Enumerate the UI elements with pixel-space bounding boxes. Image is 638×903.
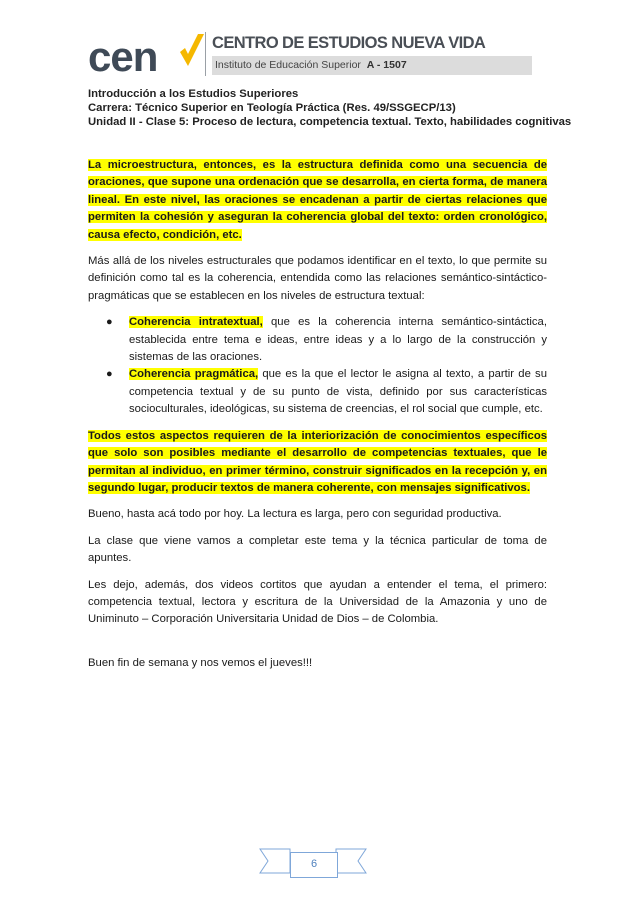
list-item-term: Coherencia intratextual,	[129, 316, 263, 329]
list-item-text: que es la que el lector le asigna al texto, a partir de su competencia textual y de su punto de vista, definido por sus características socioculturales, ideológicas, su sistema de creencias, el rol social que cumple, etc.	[129, 368, 547, 416]
paragraph-proxima-clase: La clase que viene vamos a completar este tema y la técnica particular de toma de apuntes.	[88, 534, 547, 565]
paragraph-videos: Les dejo, además, dos videos cortitos que ayudan a entender el tema, el primero: competencia textual, lectora y escritura de la Universidad de la Amazonia y uno de Uniminuto – Corporación Universitaria Unidad de Dios – de Colombia.	[88, 578, 547, 626]
header-course: Introducción a los Estudios Superiores	[88, 88, 299, 100]
list-item	[88, 314, 547, 366]
logo-divider	[205, 32, 206, 76]
paragraph-coherencia: Más allá de los niveles estructurales que podamos identificar en el texto, lo que permite su definición como tal es la coherencia, entendida como las relaciones semántico-sintáctico-pragmáticas que se establecen en los niveles de estructura textual:	[88, 255, 547, 302]
institution-logo	[88, 28, 558, 84]
paragraph-microestructura: La microestructura, entonces, es la estructura definida como una secuencia de oraciones, que supone una ordenación que se desarrolla, en cierta forma, de manera lineal. En este nivel, las oraciones se encadenan a partir de ciertas relaciones que permiten la cohesión y aseguran la coherencia global del texto: orden cronológico, causa efecto, condición, etc.	[88, 159, 547, 241]
logo-check-mark-icon	[178, 30, 206, 70]
header-career: Carrera: Técnico Superior en Teología Práctica (Res. 49/SSGECP/13)	[88, 102, 456, 114]
bullet-icon: ●	[106, 368, 113, 381]
page-number: 6	[290, 852, 338, 878]
paragraph-despedida: Buen fin de semana y nos vemos el jueves!!!	[88, 656, 313, 669]
logo-subtitle-band	[212, 56, 532, 75]
document-body	[88, 157, 547, 681]
list-item-text: que es la coherencia interna semántico-sintáctica, establecida entre tema e ideas, entre ideas y a lo largo de la construcción y sistemas de las oraciones.	[129, 316, 547, 364]
list-item-term: Coherencia pragmática,	[129, 368, 259, 381]
list-item	[88, 366, 547, 418]
header-unit: Unidad II - Clase 5: Proceso de lectura, competencia textual. Texto, habilidades cognitivas	[88, 116, 572, 128]
logo-code: A - 1507	[366, 59, 407, 71]
paragraph-cierre: Bueno, hasta acá todo por hoy. La lectura es larga, pero con seguridad productiva.	[88, 508, 502, 521]
logo-subtitle: Instituto de Educación Superior A - 1507	[215, 59, 407, 71]
logo-institution-name: CENTRO DE ESTUDIOS NUEVA VIDA	[212, 34, 486, 52]
paragraph-aspectos: Todos estos aspectos requieren de la interiorización de conocimientos específicos que solo son posibles mediante el desarrollo de competencias textuales, que le permitan al individuo, en primer término, construir significados en la recepción y, en segundo lugar, producir textos de manera coherente, con mensajes significativos.	[88, 429, 547, 494]
page-number-footer	[258, 843, 368, 877]
bullet-icon: ●	[106, 316, 113, 329]
document-header	[88, 87, 572, 129]
coherence-list	[88, 314, 547, 418]
logo-letters: cen	[88, 33, 158, 80]
